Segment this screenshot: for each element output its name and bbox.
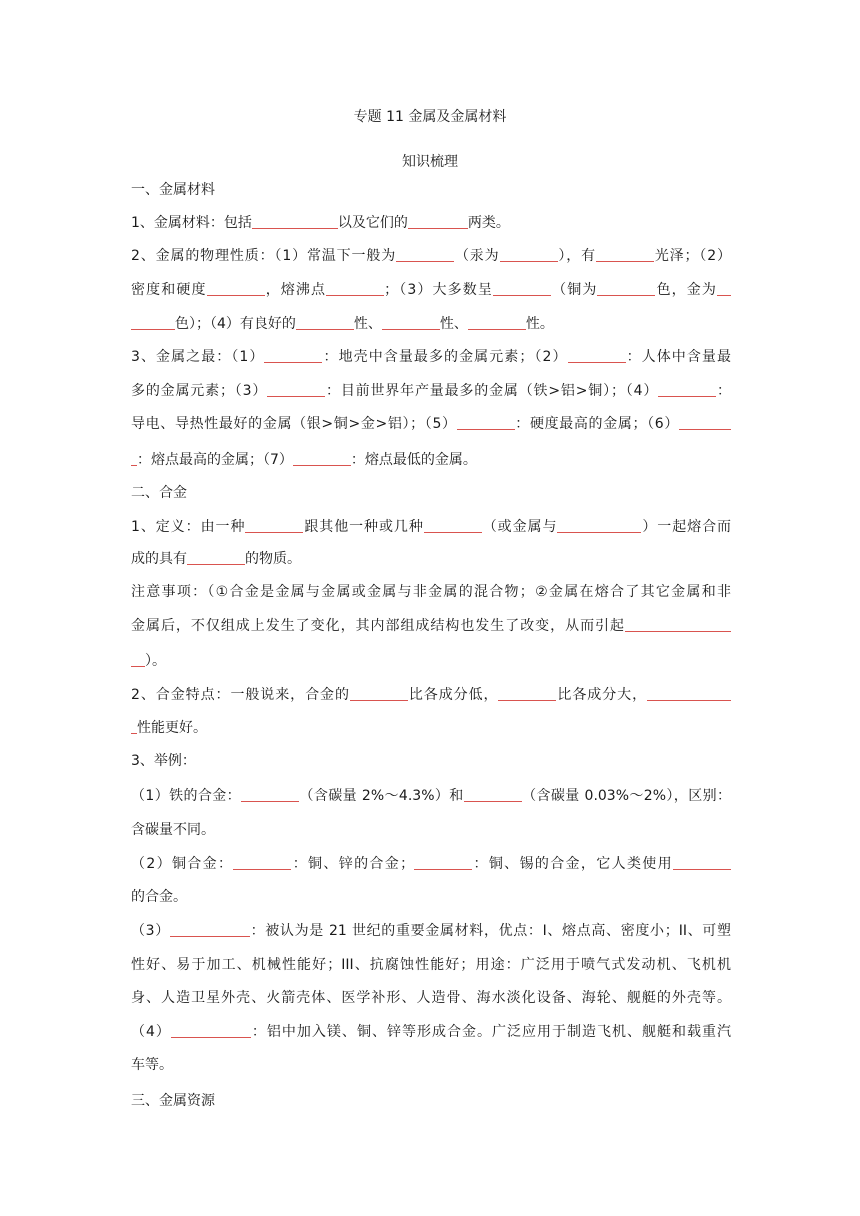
text-run: （1）铁的合金： bbox=[131, 788, 242, 804]
text-run: 2、合金特点：一般说来，合金的 bbox=[131, 687, 350, 703]
fill-blank[interactable] bbox=[326, 281, 384, 296]
text-run: 3、金属之最：（1） bbox=[131, 349, 265, 365]
fill-blank[interactable] bbox=[408, 214, 468, 229]
fill-blank[interactable] bbox=[296, 315, 354, 330]
text-run: ；（3）大多数呈 bbox=[384, 282, 493, 298]
fill-blank[interactable] bbox=[233, 855, 291, 870]
text-run: （含碳量 0.03%～2%），区别： bbox=[521, 788, 731, 804]
fill-blank[interactable] bbox=[131, 652, 145, 667]
section-heading-3: 三、金属资源 bbox=[131, 1093, 215, 1109]
text-run: （2）铜合金： bbox=[131, 856, 234, 872]
paragraph-line: 性好、易于加工、机械性能好；III、抗腐蚀性能好；用途：广泛用于喷气式发动机、飞机机 bbox=[131, 957, 731, 973]
text-run: （或金属与 bbox=[481, 519, 558, 535]
text-run: （铜为 bbox=[550, 282, 598, 298]
paragraph-line bbox=[131, 718, 731, 738]
paragraph-line bbox=[131, 517, 731, 537]
text-run: 成的具有 bbox=[131, 551, 187, 567]
paragraph-line bbox=[131, 213, 731, 233]
text-run: 1、定义：由一种 bbox=[131, 519, 246, 535]
paragraph-line bbox=[131, 381, 731, 401]
text-run: ：地壳中含量最多的金属元素；（2） bbox=[322, 349, 568, 365]
text-run: ： bbox=[716, 383, 731, 399]
text-run: 性、 bbox=[439, 316, 468, 332]
fill-blank[interactable] bbox=[350, 686, 408, 701]
text-run: 两类。 bbox=[467, 215, 510, 231]
fill-blank[interactable] bbox=[673, 855, 731, 870]
fill-blank[interactable] bbox=[647, 686, 731, 701]
paragraph-line: 车等。 bbox=[131, 1057, 173, 1073]
text-run: ），有 bbox=[557, 248, 596, 264]
text-run: （4） bbox=[131, 1024, 171, 1040]
text-run: ：被认为是 21 世纪的重要金属材料，优点：I、熔点高、密度小；II、可塑 bbox=[249, 923, 731, 939]
fill-blank[interactable] bbox=[170, 922, 250, 937]
fill-blank[interactable] bbox=[424, 518, 482, 533]
section-subtitle: 知识梳理 bbox=[402, 154, 458, 170]
text-run: 比各成分大， bbox=[556, 687, 648, 703]
text-run: 以及它们的 bbox=[337, 215, 408, 231]
paragraph-line bbox=[131, 549, 731, 569]
fill-blank[interactable] bbox=[382, 315, 440, 330]
paragraph-line bbox=[131, 921, 731, 941]
text-run: 性、 bbox=[353, 316, 382, 332]
fill-blank[interactable] bbox=[468, 315, 526, 330]
fill-blank[interactable] bbox=[245, 518, 303, 533]
text-run: 密度和硬度 bbox=[131, 282, 207, 298]
paragraph-line: 身、人造卫星外壳、火箭壳体、医学补形、人造骨、海水淡化设备、海轮、舰艇的外壳等。 bbox=[131, 990, 731, 1006]
text-run: ：人体中含量最 bbox=[625, 349, 731, 365]
paragraph-line: 含碳量不同。 bbox=[131, 822, 215, 838]
text-run: ：硬度最高的金属；（6） bbox=[514, 416, 679, 432]
fill-blank[interactable] bbox=[414, 855, 472, 870]
paragraph-line bbox=[131, 685, 731, 705]
section-heading-2: 二、合金 bbox=[131, 485, 187, 501]
text-run: 多的金属元素；（3） bbox=[131, 383, 268, 399]
paragraph-line bbox=[131, 314, 731, 334]
fill-blank[interactable] bbox=[187, 550, 245, 565]
text-run: 性能更好。 bbox=[137, 720, 207, 736]
fill-blank[interactable] bbox=[396, 247, 454, 262]
paragraph-line bbox=[131, 616, 731, 636]
text-run: ）。 bbox=[145, 653, 166, 669]
fill-blank[interactable] bbox=[464, 787, 522, 802]
text-run: 色，金为 bbox=[655, 282, 718, 298]
fill-blank[interactable] bbox=[658, 382, 716, 397]
paragraph-line bbox=[131, 786, 731, 806]
paragraph-line bbox=[131, 651, 731, 671]
fill-blank[interactable] bbox=[717, 281, 731, 296]
fill-blank[interactable] bbox=[241, 787, 299, 802]
text-run: 性。 bbox=[525, 316, 554, 332]
text-run: 1、金属材料：包括 bbox=[131, 215, 252, 231]
paragraph-line bbox=[131, 280, 731, 300]
text-run: 光泽；（2） bbox=[653, 248, 732, 264]
text-run: ：目前世界年产量最多的金属（铁>铝>铜）；（4） bbox=[325, 383, 659, 399]
text-run: 色）；（4）有良好的 bbox=[175, 316, 296, 332]
fill-blank[interactable] bbox=[493, 281, 551, 296]
text-run: 导电、导热性最好的金属（银>铜>金>铝）；（5） bbox=[131, 416, 457, 432]
fill-blank[interactable] bbox=[596, 247, 654, 262]
fill-blank[interactable] bbox=[457, 415, 515, 430]
fill-blank[interactable] bbox=[568, 348, 626, 363]
paragraph-line: 3、举例： bbox=[131, 753, 196, 769]
paragraph-line: 的合金。 bbox=[131, 889, 187, 905]
document-title: 专题 11 金属及金属材料 bbox=[353, 109, 507, 125]
text-run: ：铝中加入镁、铜、锌等形成合金。广泛应用于制造飞机、舰艇和载重汽 bbox=[250, 1024, 731, 1040]
paragraph-line bbox=[131, 414, 731, 434]
text-run: （3） bbox=[131, 923, 170, 939]
text-run: 跟其他一种或几种 bbox=[303, 519, 424, 535]
text-run: ：熔点最高的金属；（7） bbox=[137, 452, 293, 468]
paragraph-line: 注意事项：（①合金是金属与金属或金属与非金属的混合物；②金属在熔合了其它金属和非 bbox=[131, 584, 731, 600]
text-run: ：熔点最低的金属。 bbox=[350, 452, 477, 468]
text-run: ）一起熔合而 bbox=[641, 519, 732, 535]
paragraph-line bbox=[131, 246, 731, 266]
section-heading-1: 一、金属材料 bbox=[131, 182, 215, 198]
text-run: （含碳量 2%～4.3%）和 bbox=[299, 788, 464, 804]
paragraph-line bbox=[131, 347, 731, 367]
fill-blank[interactable] bbox=[679, 415, 731, 430]
fill-blank[interactable] bbox=[500, 247, 558, 262]
text-run: 金属后，不仅组成上发生了变化，其内部组成结构也发生了改变，从而引起 bbox=[131, 618, 625, 634]
fill-blank[interactable] bbox=[264, 348, 322, 363]
text-run: ，熔沸点 bbox=[264, 282, 327, 298]
paragraph-line bbox=[131, 1022, 731, 1042]
fill-blank[interactable] bbox=[625, 617, 731, 632]
text-run: 2、金属的物理性质：（1）常温下一般为 bbox=[131, 248, 397, 264]
fill-blank[interactable] bbox=[131, 315, 175, 330]
text-run: 的物质。 bbox=[245, 551, 301, 567]
fill-blank[interactable] bbox=[293, 451, 351, 466]
fill-blank[interactable] bbox=[252, 214, 338, 229]
fill-blank[interactable] bbox=[498, 686, 556, 701]
paragraph-line bbox=[131, 854, 731, 874]
fill-blank[interactable] bbox=[597, 281, 655, 296]
fill-blank[interactable] bbox=[171, 1023, 251, 1038]
text-run: 比各成分低， bbox=[407, 687, 499, 703]
fill-blank[interactable] bbox=[557, 518, 641, 533]
fill-blank[interactable] bbox=[267, 382, 325, 397]
text-run: ：铜、锡的合金，它人类使用 bbox=[472, 856, 673, 872]
paragraph-line bbox=[131, 450, 731, 470]
text-run: ：铜、锌的合金； bbox=[291, 856, 415, 872]
text-run: （汞为 bbox=[454, 248, 500, 264]
fill-blank[interactable] bbox=[207, 281, 265, 296]
